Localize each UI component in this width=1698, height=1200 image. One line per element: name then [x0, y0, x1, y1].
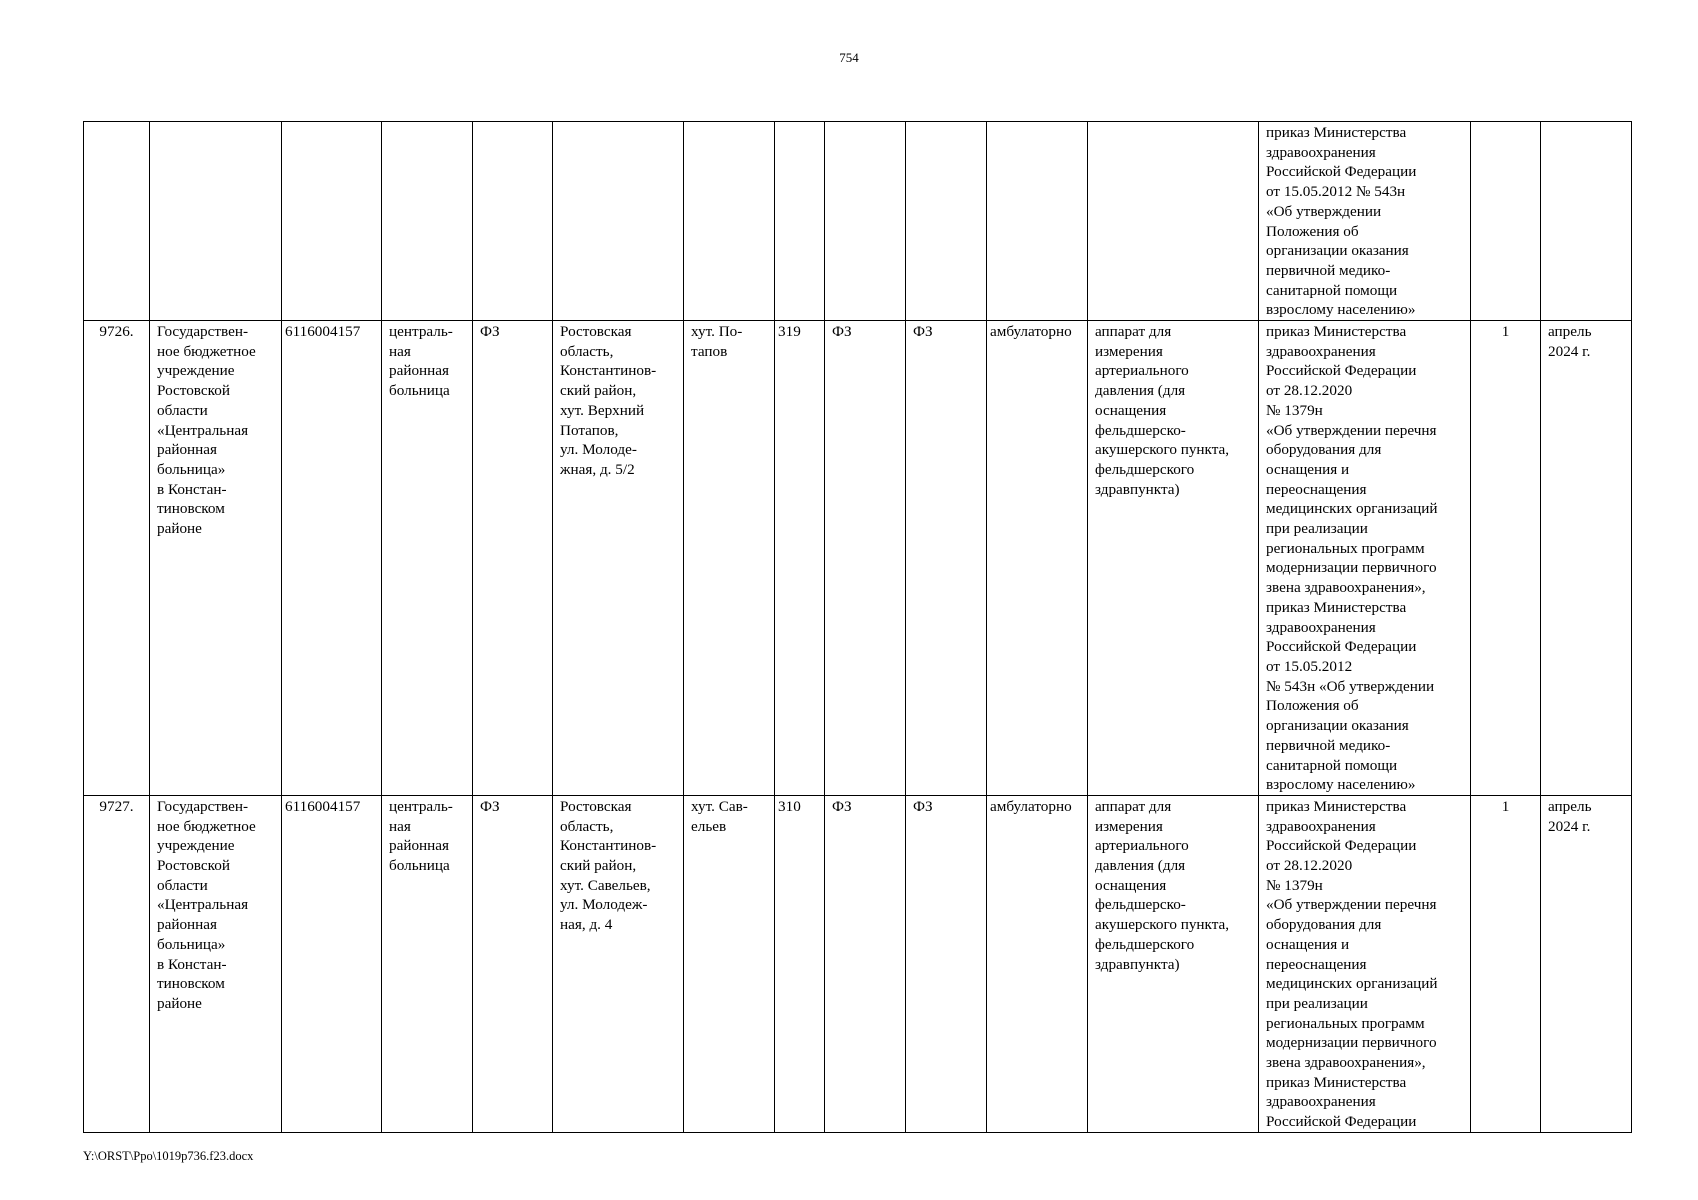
- address-cell: Ростовская область, Константинов- ский район, хут. Верхний Потапов, ул. Молоде- жная, д. 5/2: [553, 321, 684, 796]
- facility-type-cell: централь- ная районная больница: [382, 321, 473, 796]
- legal-basis-cell: приказ Министерства здравоохранения Российской Федерации от 15.05.2012 № 543н «Об утверждении Положения об организации оказания первичной медико- санитарной помощи взрослому населению»: [1259, 122, 1471, 321]
- facility-type-cell: [382, 122, 473, 321]
- facility-type-cell: централь- ная районная больница: [382, 795, 473, 1132]
- legal-basis-cell: приказ Министерства здравоохранения Российской Федерации от 28.12.2020 № 1379н «Об утверждении перечня оборудования для оснащения и переоснащения медицинских организаций при реализации региональных программ модернизации первичного звена здравоохранения», приказ Министерства здравоохранения Российской Федерации: [1259, 795, 1471, 1132]
- footer-file-path: Y:\ORST\Ppo\1019p736.f23.docx: [83, 1149, 254, 1163]
- institution-name-cell: Государствен- ное бюджетное учреждение Ростовской области «Центральная районная больница» в Констан- тиновском районе: [150, 795, 282, 1132]
- care-conditions-cell: амбулаторно: [987, 795, 1088, 1132]
- population-cell: 319: [775, 321, 825, 796]
- inn-cell: 6116004157: [282, 321, 382, 796]
- row-number-cell: 9727.: [84, 795, 150, 1132]
- address-cell: Ростовская область, Константинов- ский район, хут. Савельев, ул. Молодеж- ная, д. 4: [553, 795, 684, 1132]
- row-number-cell: [84, 122, 150, 321]
- settlement-cell: хут. Сав- ельев: [684, 795, 775, 1132]
- table-row: [84, 321, 1632, 796]
- unit-type-cell-3: [906, 122, 987, 321]
- care-conditions-cell: [987, 122, 1088, 321]
- date-cell: апрель 2024 г.: [1541, 321, 1632, 796]
- quantity-cell: [1471, 122, 1541, 321]
- date-cell: [1541, 122, 1632, 321]
- page-number: 754: [839, 50, 859, 65]
- date-cell: апрель 2024 г.: [1541, 795, 1632, 1132]
- address-cell: [553, 122, 684, 321]
- unit-type-cell: ФЗ: [473, 321, 553, 796]
- unit-type-cell-2: [825, 122, 906, 321]
- population-cell: 310: [775, 795, 825, 1132]
- quantity-cell: 1: [1471, 321, 1541, 796]
- data-table: [83, 121, 1632, 1133]
- quantity-cell: 1: [1471, 795, 1541, 1132]
- settlement-cell: хут. По- тапов: [684, 321, 775, 796]
- settlement-cell: [684, 122, 775, 321]
- unit-type-cell-3: ФЗ: [906, 795, 987, 1132]
- population-cell: [775, 122, 825, 321]
- care-conditions-cell: амбулаторно: [987, 321, 1088, 796]
- unit-type-cell-3: ФЗ: [906, 321, 987, 796]
- equipment-cell: [1088, 122, 1259, 321]
- equipment-cell: аппарат для измерения артериального давления (для оснащения фельдшерско- акушерского пункта, фельдшерского здравпункта): [1088, 321, 1259, 796]
- inn-cell: 6116004157: [282, 795, 382, 1132]
- equipment-cell: аппарат для измерения артериального давления (для оснащения фельдшерско- акушерского пункта, фельдшерского здравпункта): [1088, 795, 1259, 1132]
- unit-type-cell: ФЗ: [473, 795, 553, 1132]
- unit-type-cell-2: ФЗ: [825, 321, 906, 796]
- table-row: [84, 795, 1632, 1132]
- legal-basis-cell: приказ Министерства здравоохранения Российской Федерации от 28.12.2020 № 1379н «Об утверждении перечня оборудования для оснащения и переоснащения медицинских организаций при реализации региональных программ модернизации первичного звена здравоохранения», приказ Министерства здравоохранения Российской Федерации от 15.05.2012 № 543н «Об утверждении Положения об организации оказания первичной медико- санитарной помощи взрослому населению»: [1259, 321, 1471, 796]
- institution-name-cell: Государствен- ное бюджетное учреждение Ростовской области «Центральная районная больница» в Констан- тиновском районе: [150, 321, 282, 796]
- unit-type-cell: [473, 122, 553, 321]
- table-row: [84, 122, 1632, 321]
- unit-type-cell-2: ФЗ: [825, 795, 906, 1132]
- inn-cell: [282, 122, 382, 321]
- row-number-cell: 9726.: [84, 321, 150, 796]
- institution-name-cell: [150, 122, 282, 321]
